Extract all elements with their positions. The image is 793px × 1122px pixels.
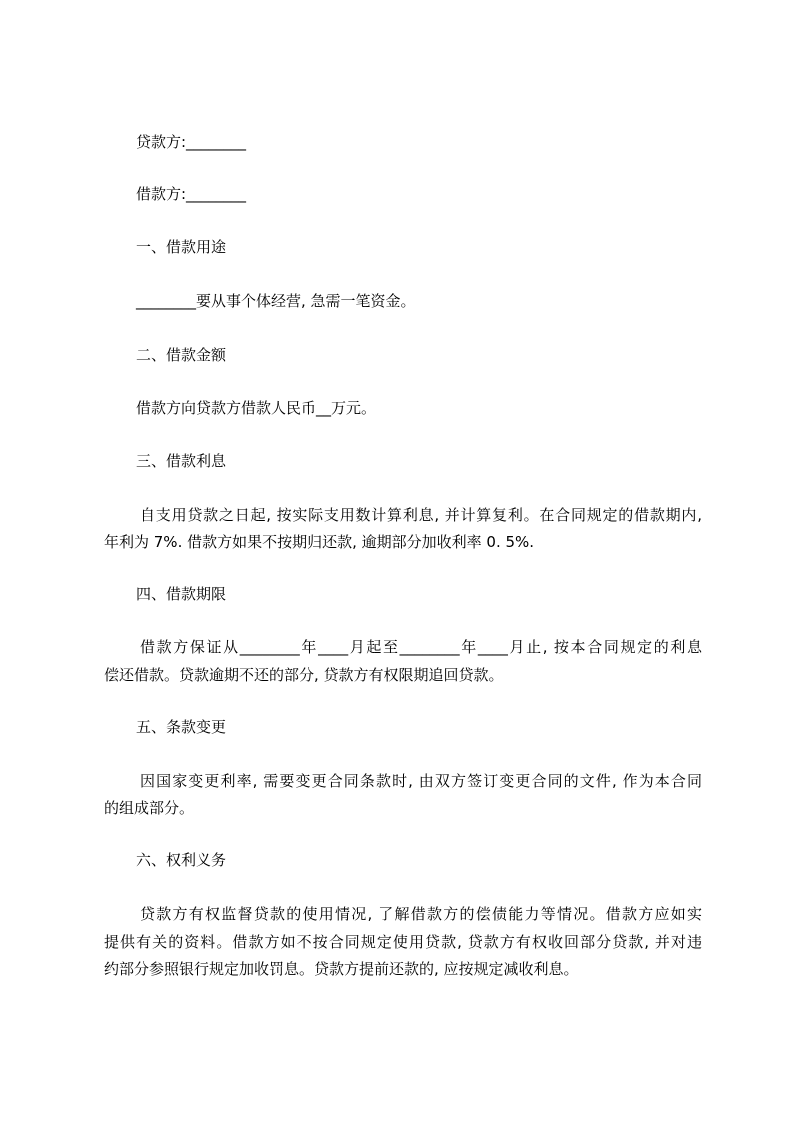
section-body-rights-line-2: 提供有关的资料。借款方如不按合同规定使用贷款, 贷款方有权收回部分贷款, 并对违	[104, 933, 702, 951]
section-heading-purpose: 一、借款用途	[136, 238, 227, 256]
section-body-rights-line-1: 贷款方有权监督贷款的使用情况, 了解借款方的偿债能力等情况。借款方应如实	[140, 905, 702, 923]
lender-line: 贷款方:________	[136, 133, 247, 151]
section-body-purpose-line-1: ________要从事个体经营, 急需一笔资金。	[136, 292, 416, 310]
section-heading-rights: 六、权利义务	[136, 851, 227, 869]
section-body-change-line-2: 的组成部分。	[104, 799, 195, 817]
borrower-line: 借款方:________	[136, 185, 247, 203]
section-heading-amount: 二、借款金额	[136, 346, 227, 364]
section-heading-term: 四、借款期限	[136, 585, 227, 603]
section-body-amount-line-1: 借款方向贷款方借款人民币__万元。	[136, 399, 377, 417]
section-body-change-line-1: 因国家变更利率, 需要变更合同条款时, 由双方签订变更合同的文件, 作为本合同	[140, 772, 702, 790]
section-heading-interest: 三、借款利息	[136, 452, 227, 470]
section-body-interest-line-1: 自支用贷款之日起, 按实际支用数计算利息, 并计算复利。在合同规定的借款期内,	[140, 506, 702, 524]
section-body-term-line-2: 偿还借款。贷款逾期不还的部分, 贷款方有权限期追回贷款。	[104, 666, 504, 684]
section-heading-change: 五、条款变更	[136, 718, 227, 736]
section-body-interest-line-2: 年利为 7%. 借款方如果不按期归还款, 逾期部分加收利率 0. 5%.	[104, 533, 535, 551]
section-body-term-line-1: 借款方保证从________年____月起至________年____月止, 按本合同规定的利息	[140, 638, 702, 656]
section-body-rights-line-3: 约部分参照银行规定加收罚息。贷款方提前还款的, 应按规定减收利息。	[104, 960, 579, 978]
